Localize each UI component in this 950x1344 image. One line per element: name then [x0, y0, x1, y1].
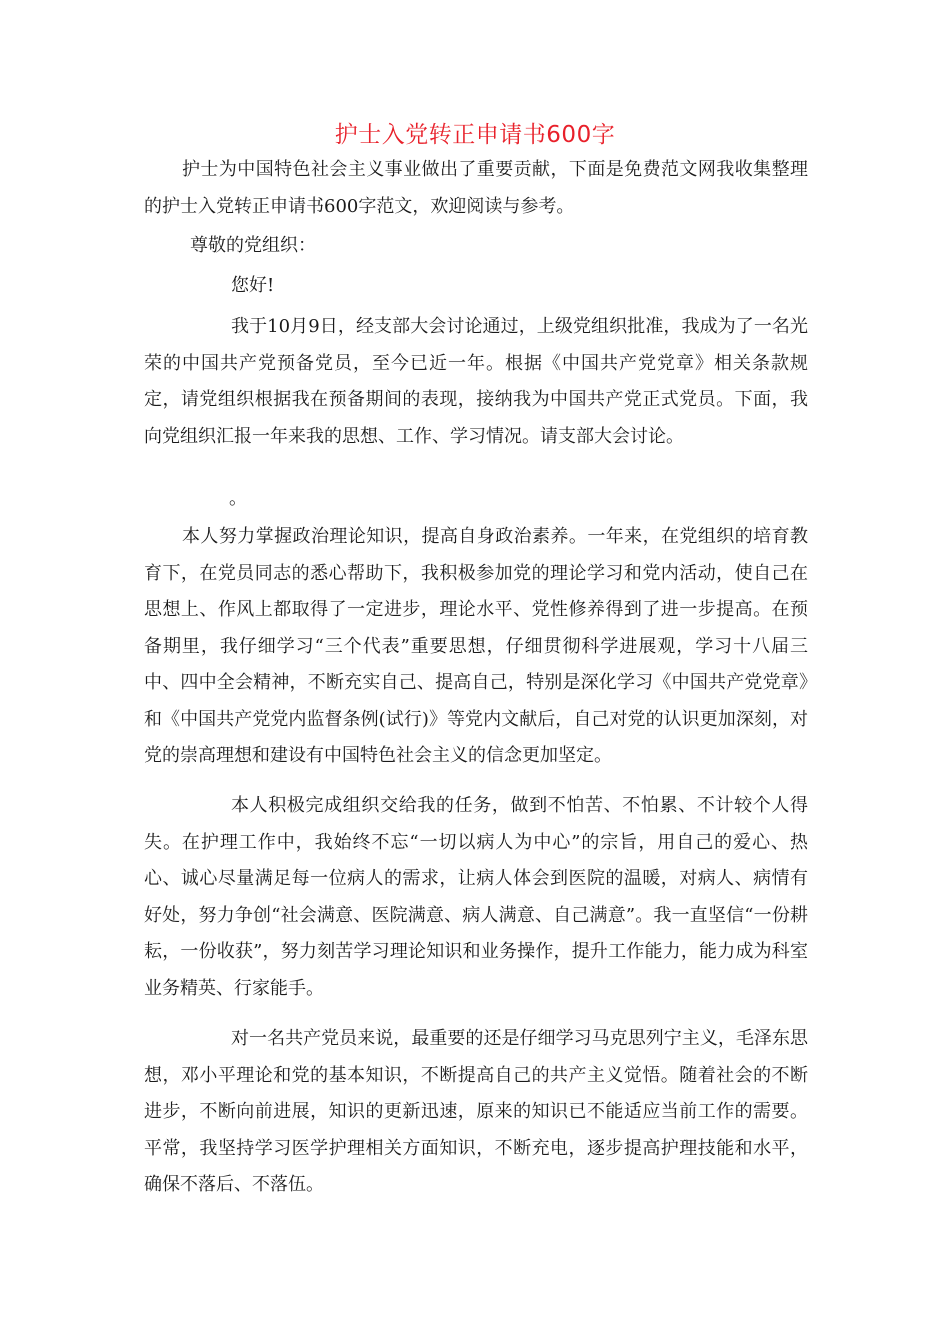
intro-paragraph: 护士为中国特色社会主义事业做出了重要贡献，下面是免费范文网我收集整理的护士入党转正申请书600字范文，欢迎阅读与参考。: [144, 159, 808, 217]
salutation: 尊敬的党组织：: [190, 235, 316, 256]
greeting: 您好!: [231, 275, 275, 296]
body-paragraph-1: 我于10月9日，经支部大会讨论通过，上级党组织批准，我成为了一名光荣的中国共产党预备党员，至今已近一年。根据《中国共产党党章》相关条款规定，请党组织根据我在预备期间的表现，接纳我为中国共产党正式党员。下面，我向党组织汇报一年来我的思想、工作、学习情况。请支部大会讨论。: [144, 316, 808, 447]
document-title: 护士入党转正申请书600字: [334, 122, 616, 148]
body-paragraph-4: 对一名共产党员来说，最重要的还是仔细学习马克思列宁主义，毛泽东思想，邓小平理论和党的基本知识，不断提高自己的共产主义觉悟。随着社会的不断进步，不断向前进展，知识的更新迅速，原来的知识已不能适应当前工作的需要。平常，我坚持学习医学护理相关方面知识，不断充电，逐步提高护理技能和水平，确保不落后、不落伍。: [144, 1028, 808, 1195]
body-paragraph-3: 本人积极完成组织交给我的任务，做到不怕苦、不怕累、不计较个人得失。在护理工作中，我始终不忘“一切以病人为中心”的宗旨，用自己的爱心、热心、诚心尽量满足每一位病人的需求，让病人体会到医院的温暖，对病人、病情有好处，努力争创“社会满意、医院满意、病人满意、自己满意”。我一直坚信“一份耕耘，一份收获”，努力刻苦学习理论知识和业务操作，提升工作能力，能力成为科室业务精英、行家能手。: [144, 795, 808, 999]
body-paragraph-dot: 。: [229, 488, 247, 509]
body-paragraph-2: 本人努力掌握政治理论知识，提高自身政治素养。一年来，在党组织的培育教育下，在党员同志的悉心帮助下，我积极参加党的理论学习和党内活动，使自己在思想上、作风上都取得了一定进步，理论水平、党性修养得到了进一步提高。在预备期里，我仔细学习“三个代表”重要思想，仔细贯彻科学进展观，学习十八届三中、四中全会精神，不断充实自己、提高自己，特别是深化学习《中国共产党党章》和《中国共产党党内监督条例(试行)》等党内文献后，自己对党的认识更加深刻，对党的崇高理想和建设有中国特色社会主义的信念更加坚定。: [144, 526, 808, 766]
